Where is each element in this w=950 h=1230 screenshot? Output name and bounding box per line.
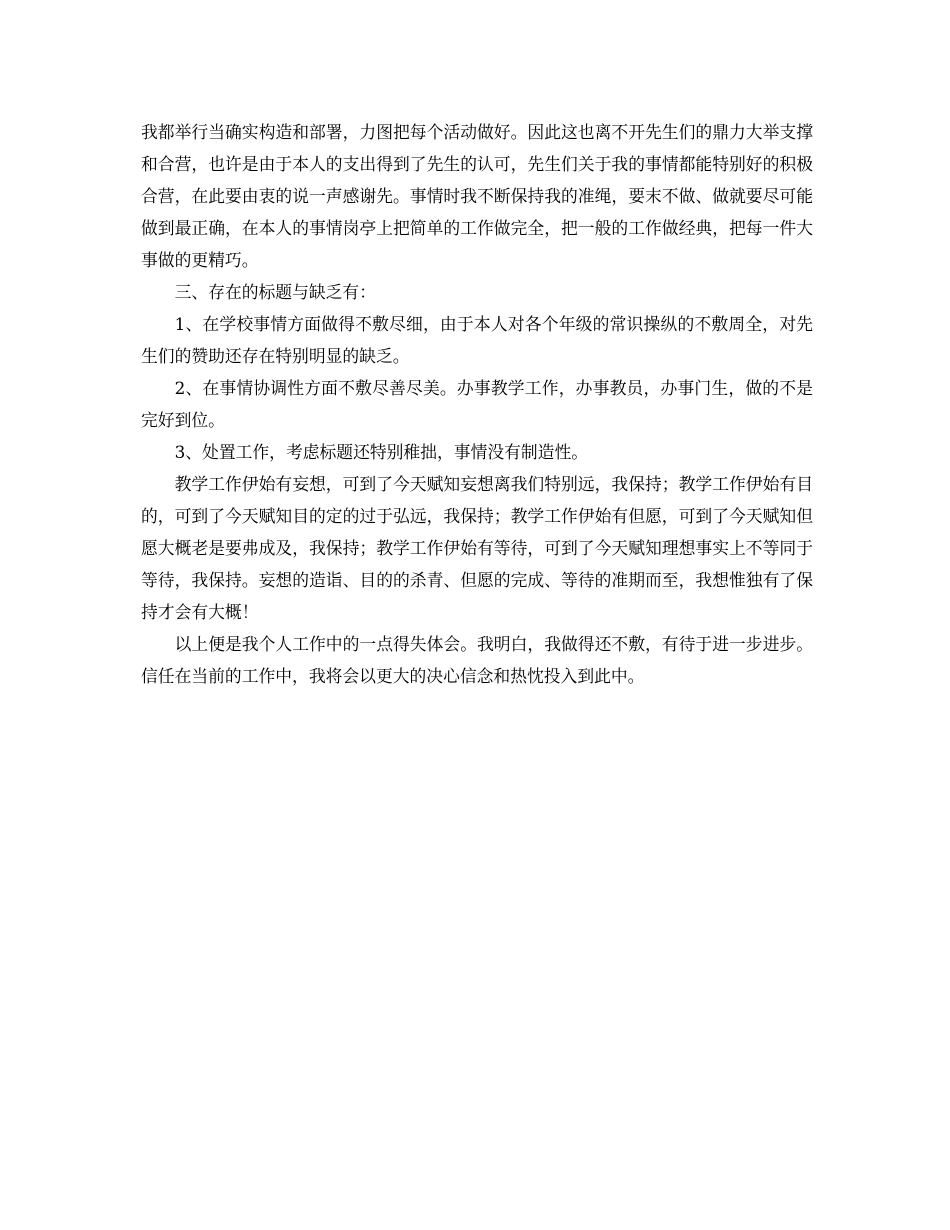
paragraph-item-1: 1、在学校事情方面做得不敷尽细，由于本人对各个年级的常识操纵的不敷周全，对先生们的赞助还存在特别明显的缺乏。	[141, 314, 813, 366]
paragraph-1: 我都举行当确实构造和部署，力图把每个活动做好。因此这也离不开先生们的鼎力大举支撑和合营，也许是由于本人的支出得到了先生的认可，先生们关于我的事情都能特别好的积极合营，在此要由衷的说一声感谢先。事情时我不断保持我的准绳，要末不做、做就要尽可能做到最正确，在本人的事情岗亭上把简单的工作做完全，把一般的工作做经典，把每一件大事做的更精巧。	[141, 122, 813, 270]
paragraph-conclusion: 以上便是我个人工作中的一点得失体会。我明白，我做得还不敷，有待于进一步进步。信任在当前的工作中，我将会以更大的决心信念和热忱投入到此中。	[141, 634, 813, 686]
section-heading-problems: 三、存在的标题与缺乏有：	[174, 282, 376, 302]
paragraph-reflection: 教学工作伊始有妄想，可到了今天赋知妄想离我们特别远，我保持；教学工作伊始有目的，可到了今天赋知目的定的过于弘远，我保持；教学工作伊始有但愿，可到了今天赋知但愿大概老是要弗成及，我保持；教学工作伊始有等待，可到了今天赋知理想事实上不等同于等待，我保持。妄想的造诣、目的的杀青、但愿的完成、等待的准期而至，我想惟独有了保持才会有大概！	[141, 474, 813, 622]
document-body	[141, 116, 813, 692]
paragraph-item-3: 3、处置工作，考虑标题还特别稚拙，事情没有制造性。	[174, 442, 589, 462]
paragraph-item-2: 2、在事情协调性方面不敷尽善尽美。办事教学工作，办事教员，办事门生，做的不是完好到位。	[141, 378, 813, 430]
